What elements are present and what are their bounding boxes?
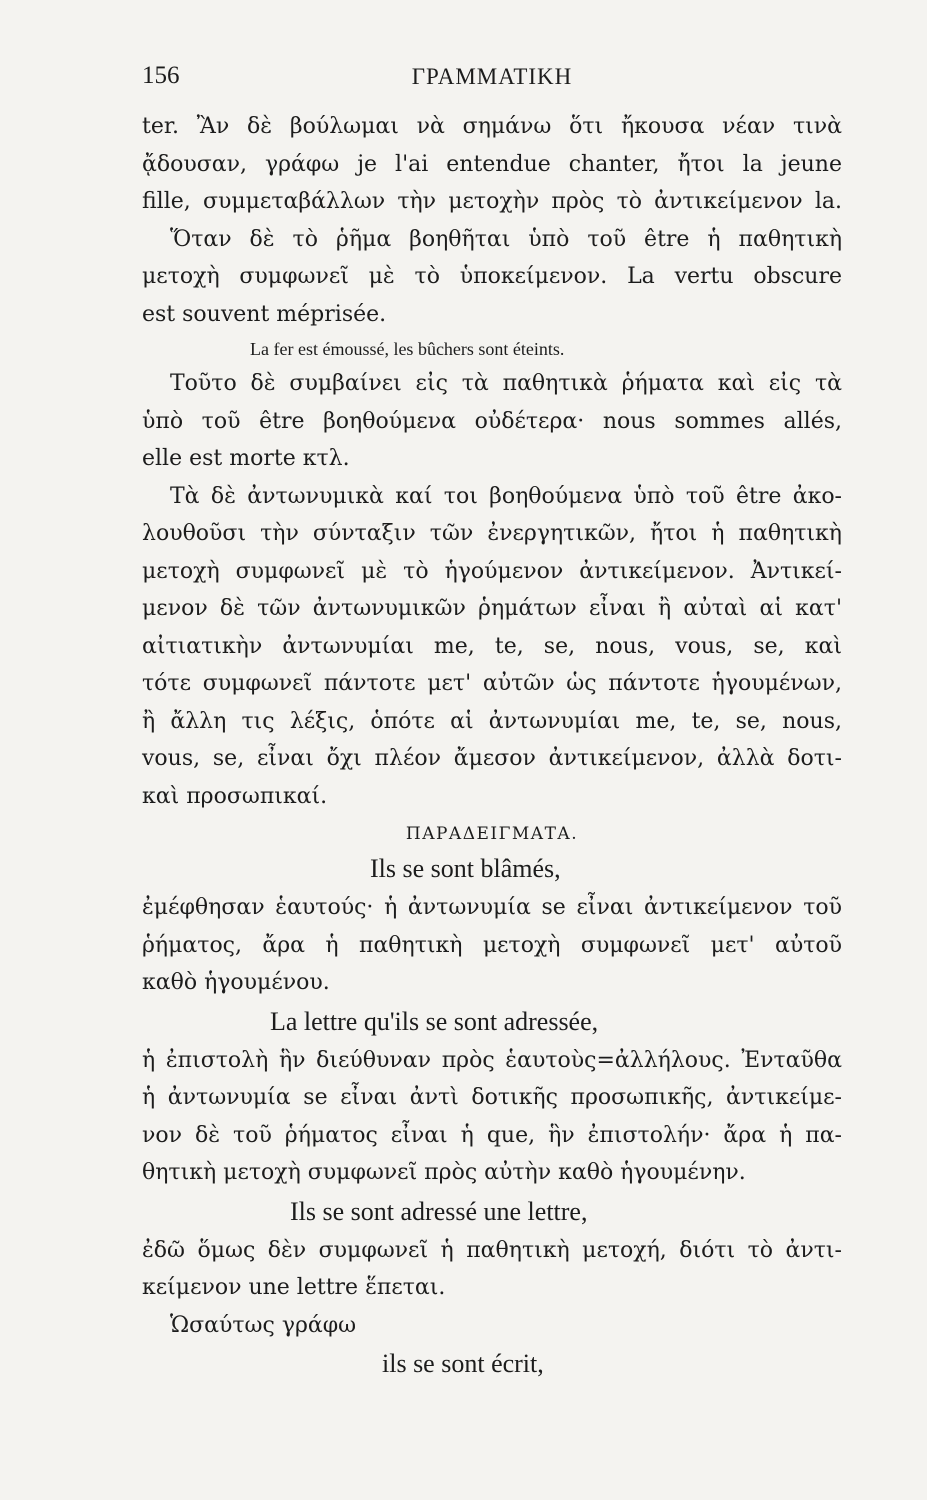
example-sentence: Ils se sont blâmés, [370,854,561,883]
text-line: est souvent méprisée. [142,301,387,327]
text-line: ἐμέφθησαν ἑαυτούς· ἡ ἀντωνυμία se εἶναι ἀντικείμενον τοῦ [142,895,842,920]
text-line: Ὅταν δὲ τὸ ῥῆμα βοηθῆται ὑπὸ τοῦ être ἡ παθητικὴ [170,226,842,252]
text-line: μενον δὲ τῶν ἀντωνυμικῶν ῥημάτων εἶναι ἢ αὐταὶ αἱ κατ' [142,596,842,621]
text-line: ἢ ἄλλη τις λέξις, ὁπότε αἱ ἀντωνυμίαι me, te, se, nous, [142,708,842,734]
text-line: ᾄδουσαν, γράφω je l'ai entendue chanter, ἤτοι la jeune [142,151,842,177]
text-line: Τοῦτο δὲ συμβαίνει εἰς τὰ παθητικὰ ῥήματα καὶ εἰς τὰ [170,371,842,396]
text-line: Ὡσαύτως γράφω [170,1312,357,1338]
running-head: ΓΡΑΜΜΑΤΙΚΗ [411,64,573,89]
text-line: ἡ ἐπιστολὴ ἣν διεύθυναν πρὸς ἑαυτοὺς=ἀλλήλους. Ἐνταῦθα [142,1047,842,1073]
text-line: λουθοῦσι τὴν σύνταξιν τῶν ἐνεργητικῶν, ἤτοι ἡ παθητικὴ [142,521,842,546]
body-text [142,108,842,1384]
text-line: νον δὲ τοῦ ῥήματος εἶναι ἡ que, ἣν ἐπιστολήν· ἄρα ἡ πα- [142,1122,842,1148]
example-sentence: Ils se sont adressé une lettre, [290,1196,588,1226]
text-line: θητικὴ μετοχὴ συμφωνεῖ πρὸς αὐτὴν καθὸ ἡγουμένην. [142,1160,746,1185]
page-header [142,62,842,102]
example-sentence: ils se sont écrit, [382,1349,544,1378]
text-line: κείμενον une lettre ἕπεται. [142,1275,446,1300]
text-line: vous, se, εἶναι ὄχι πλέον ἄμεσον ἀντικείμενον, ἀλλὰ δοτι- [142,746,842,771]
text-line: ἡ ἀντωνυμία se εἶναι ἀντὶ δοτικῆς προσωπικῆς, ἀντικείμε- [142,1085,842,1110]
text-line: ἐδῶ ὅμως δὲν συμφωνεῖ ἡ παθητικὴ μετοχή, διότι τὸ ἀντι- [142,1237,842,1263]
page-number: 156 [142,62,180,89]
text-line: μετοχὴ συμφωνεῖ μὲ τὸ ὑποκείμενον. La vertu obscure [142,264,842,289]
text-line: Τὰ δὲ ἀντωνυμικὰ καί τοι βοηθούμενα ὑπὸ τοῦ être ἀκο- [170,483,842,509]
text-line: καὶ προσωπικαί. [142,783,328,809]
text-line: ῥήματος, ἄρα ἡ παθητικὴ μετοχὴ συμφωνεῖ μετ' αὐτοῦ [142,932,842,958]
example-sentence: La lettre qu'ils se sont adressée, [270,1006,599,1036]
text-line: elle est morte κτλ. [142,446,350,471]
text-line: μετοχὴ συμφωνεῖ μὲ τὸ ἡγούμενον ἀντικείμενον. Ἀντικεί- [142,558,842,584]
text-line: ter. Ἂν δὲ βούλωμαι νὰ σημάνω ὅτι ἤκουσα νέαν τινὰ [142,114,842,139]
text-line: αἰτιατικὴν ἀντωνυμίαι me, te, se, nous, vous, se, καὶ [142,633,842,659]
text-line: fille, συμμεταβάλλων τὴν μετοχὴν πρὸς τὸ ἀντικείμενον la. [142,189,842,214]
section-heading: ΠΑΡΑΔΕΙΓΜΑΤΑ. [405,824,579,844]
text-line: ὑπὸ τοῦ être βοηθούμενα οὐδέτερα· nous sommes allés, [142,408,842,434]
text-line: τότε συμφωνεῖ πάντοτε μετ' αὐτῶν ὡς πάντοτε ἡγουμένων, [142,671,842,696]
example-sentence: La fer est émoussé, les bûchers sont éteints. [250,339,565,359]
text-line: καθὸ ἡγουμένου. [142,970,330,995]
